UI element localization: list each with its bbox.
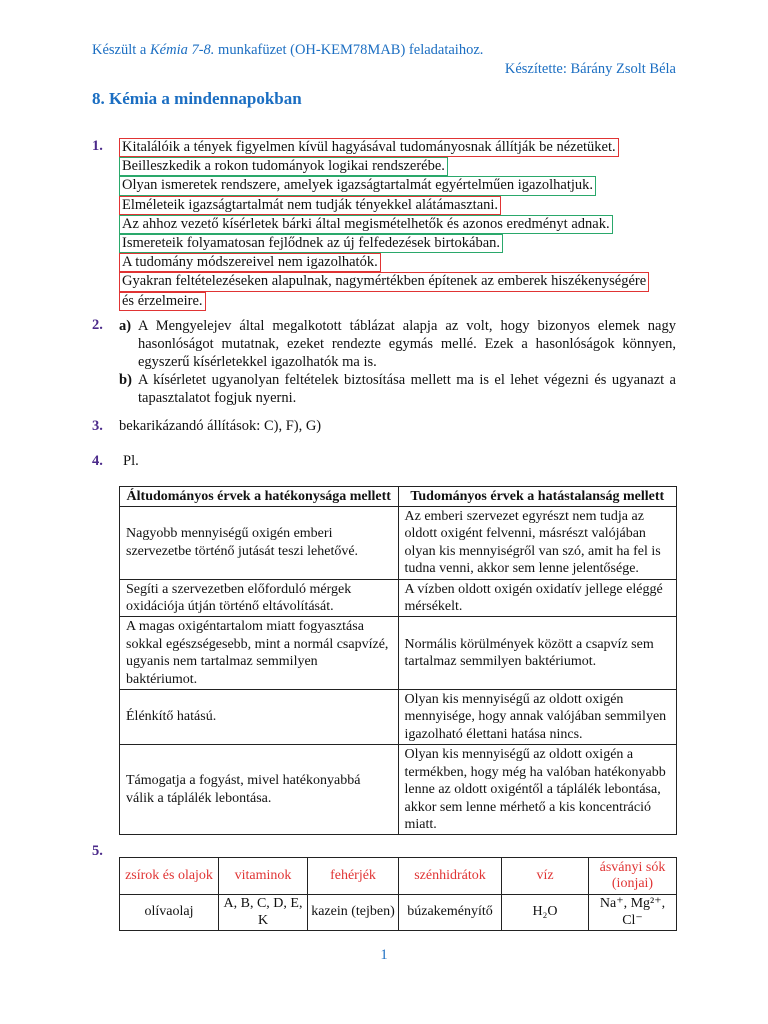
- table-cell: Élénkítő hatású.: [120, 690, 399, 745]
- nutrient-header: ásványi sók (ionjai): [589, 858, 677, 895]
- statement-green: Ismereteik folyamatosan fejlődnek az új felfedezések birtokában.: [119, 234, 503, 253]
- nutrient-header: vitaminok: [219, 858, 308, 895]
- table-row: [120, 745, 677, 835]
- question-4-number: 4.: [92, 453, 103, 469]
- header-author: Készítette: Bárány Zsolt Béla: [504, 61, 676, 77]
- table-header-science: Tudományos érvek a hatástalanság mellett: [398, 487, 677, 507]
- statement-red: és érzelmeire.: [119, 292, 206, 311]
- statement-red: A tudomány módszereivel nem igazolhatók.: [119, 253, 381, 272]
- page-number: 1: [380, 947, 388, 963]
- question-4-text: Pl.: [123, 453, 139, 469]
- answer-a-label: a): [119, 318, 132, 334]
- nutrient-example: Na⁺, Mg²⁺, Cl⁻: [589, 895, 677, 931]
- question-2-number: 2.: [92, 317, 103, 333]
- answer-a-text: A Mengyelejev által megalkotott táblázat alapja az volt, hogy bizonyos elemek nagy hasonlóságot mutatnak, ezeket rendezte egymás mellé. Ezek a hasonlóságok könnyen, egyszerű kísérletekkel igazolhatók ma is.: [138, 318, 676, 370]
- nutrient-header: víz: [502, 858, 589, 895]
- table-cell: Az emberi szervezet egyrészt nem tudja az oldott oxigént felvenni, másrészt valójában olyan kis mennyiségről van szó, amit ha fel is tudna venni, akkor sem lenne jelentősége.: [398, 507, 677, 580]
- nutrient-example: H₂O: [502, 895, 589, 931]
- statement-green: Olyan ismeretek rendszere, amelyek igazságtartalmát egyértelműen igazolhatjuk.: [119, 176, 596, 195]
- arguments-table: [119, 486, 677, 835]
- header-source: Készült a Kémia 7-8. munkafüzet (OH-KEM78MAB) feladataihoz.: [92, 42, 484, 58]
- question-2-answers: [119, 317, 676, 407]
- question-5-number: 5.: [92, 843, 103, 859]
- nutrient-example: olívaolaj: [120, 895, 219, 931]
- table-cell: Támogatja a fogyást, mivel hatékonyabbá válik a táplálék lebontása.: [120, 745, 399, 835]
- nutrient-header: fehérjék: [308, 858, 399, 895]
- statement-green: Az ahhoz vezető kísérletek bárki által megismételhetők és azonos eredményt adnak.: [119, 215, 613, 234]
- nutrient-header: zsírok és olajok: [120, 858, 219, 895]
- statement-red: Elméleteik igazságtartalmát nem tudják tényekkel alátámasztani.: [119, 196, 501, 215]
- nutrients-example-row: [120, 895, 677, 931]
- page-title: 8. Kémia a mindennapokban: [92, 89, 302, 108]
- question-3-number: 3.: [92, 418, 103, 434]
- table-header-row: [120, 487, 677, 507]
- table-row: [120, 579, 677, 617]
- question-1-number: 1.: [92, 138, 103, 154]
- nutrient-example: A, B, C, D, E, K: [219, 895, 308, 931]
- nutrient-header: szénhidrátok: [399, 858, 502, 895]
- statement-red: Gyakran feltételezéseken alapulnak, nagymértékben építenek az emberek hiszékenységére: [119, 272, 649, 291]
- statement-red: Kitalálóik a tények figyelmen kívül hagyásával tudományosnak állítják be nézetüket.: [119, 138, 619, 157]
- table-row: [120, 617, 677, 690]
- table-cell: Normális körülmények között a csapvíz sem tartalmaz semmilyen baktériumot.: [398, 617, 677, 690]
- statement-green: Beilleszkedik a rokon tudományok logikai rendszerébe.: [119, 157, 448, 176]
- table-header-pseudoscience: Áltudományos érvek a hatékonysága mellett: [120, 487, 399, 507]
- nutrients-table: [119, 857, 677, 931]
- table-row: [120, 507, 677, 580]
- table-cell: A magas oxigéntartalom miatt fogyasztása sokkal egészségesebb, mint a normál csapvízé, ugyanis nem tartalmaz semmilyen baktériumot.: [120, 617, 399, 690]
- table-cell: Olyan kis mennyiségű az oldott oxigén mennyisége, hogy annak valójában semmilyen igazolható élettani hatása nincs.: [398, 690, 677, 745]
- nutrient-example: búzakeményítő: [399, 895, 502, 931]
- nutrients-header-row: [120, 858, 677, 895]
- table-cell: Nagyobb mennyiségű oxigén emberi szervezetbe történő jutását teszi lehetővé.: [120, 507, 399, 580]
- header-book-title: Kémia 7-8.: [149, 42, 215, 58]
- table-cell: Segíti a szervezetben előforduló mérgek oxidációja útján történő eltávolítását.: [120, 579, 399, 617]
- table-row: [120, 690, 677, 745]
- nutrient-example: kazein (tejben): [308, 895, 399, 931]
- question-1-statements: [119, 138, 679, 311]
- table-cell: A vízben oldott oxigén oxidatív jellege eléggé mérsékelt.: [398, 579, 677, 617]
- table-cell: Olyan kis mennyiségű az oldott oxigén a termékben, hogy még ha valóban hatékonyabb lenne az oldott oxigéntől a táplálék lebontása, akkor sem lenne mérhető a kis koncentráció miatt.: [398, 745, 677, 835]
- answer-b-label: b): [119, 372, 132, 388]
- answer-b-text: A kísérletet ugyanolyan feltételek biztosítása mellett ma is el lehet végezni és ugyanazt a tapasztalatot fogjuk nyerni.: [138, 372, 676, 406]
- question-3-text: bekarikázandó állítások: C), F), G): [119, 418, 322, 434]
